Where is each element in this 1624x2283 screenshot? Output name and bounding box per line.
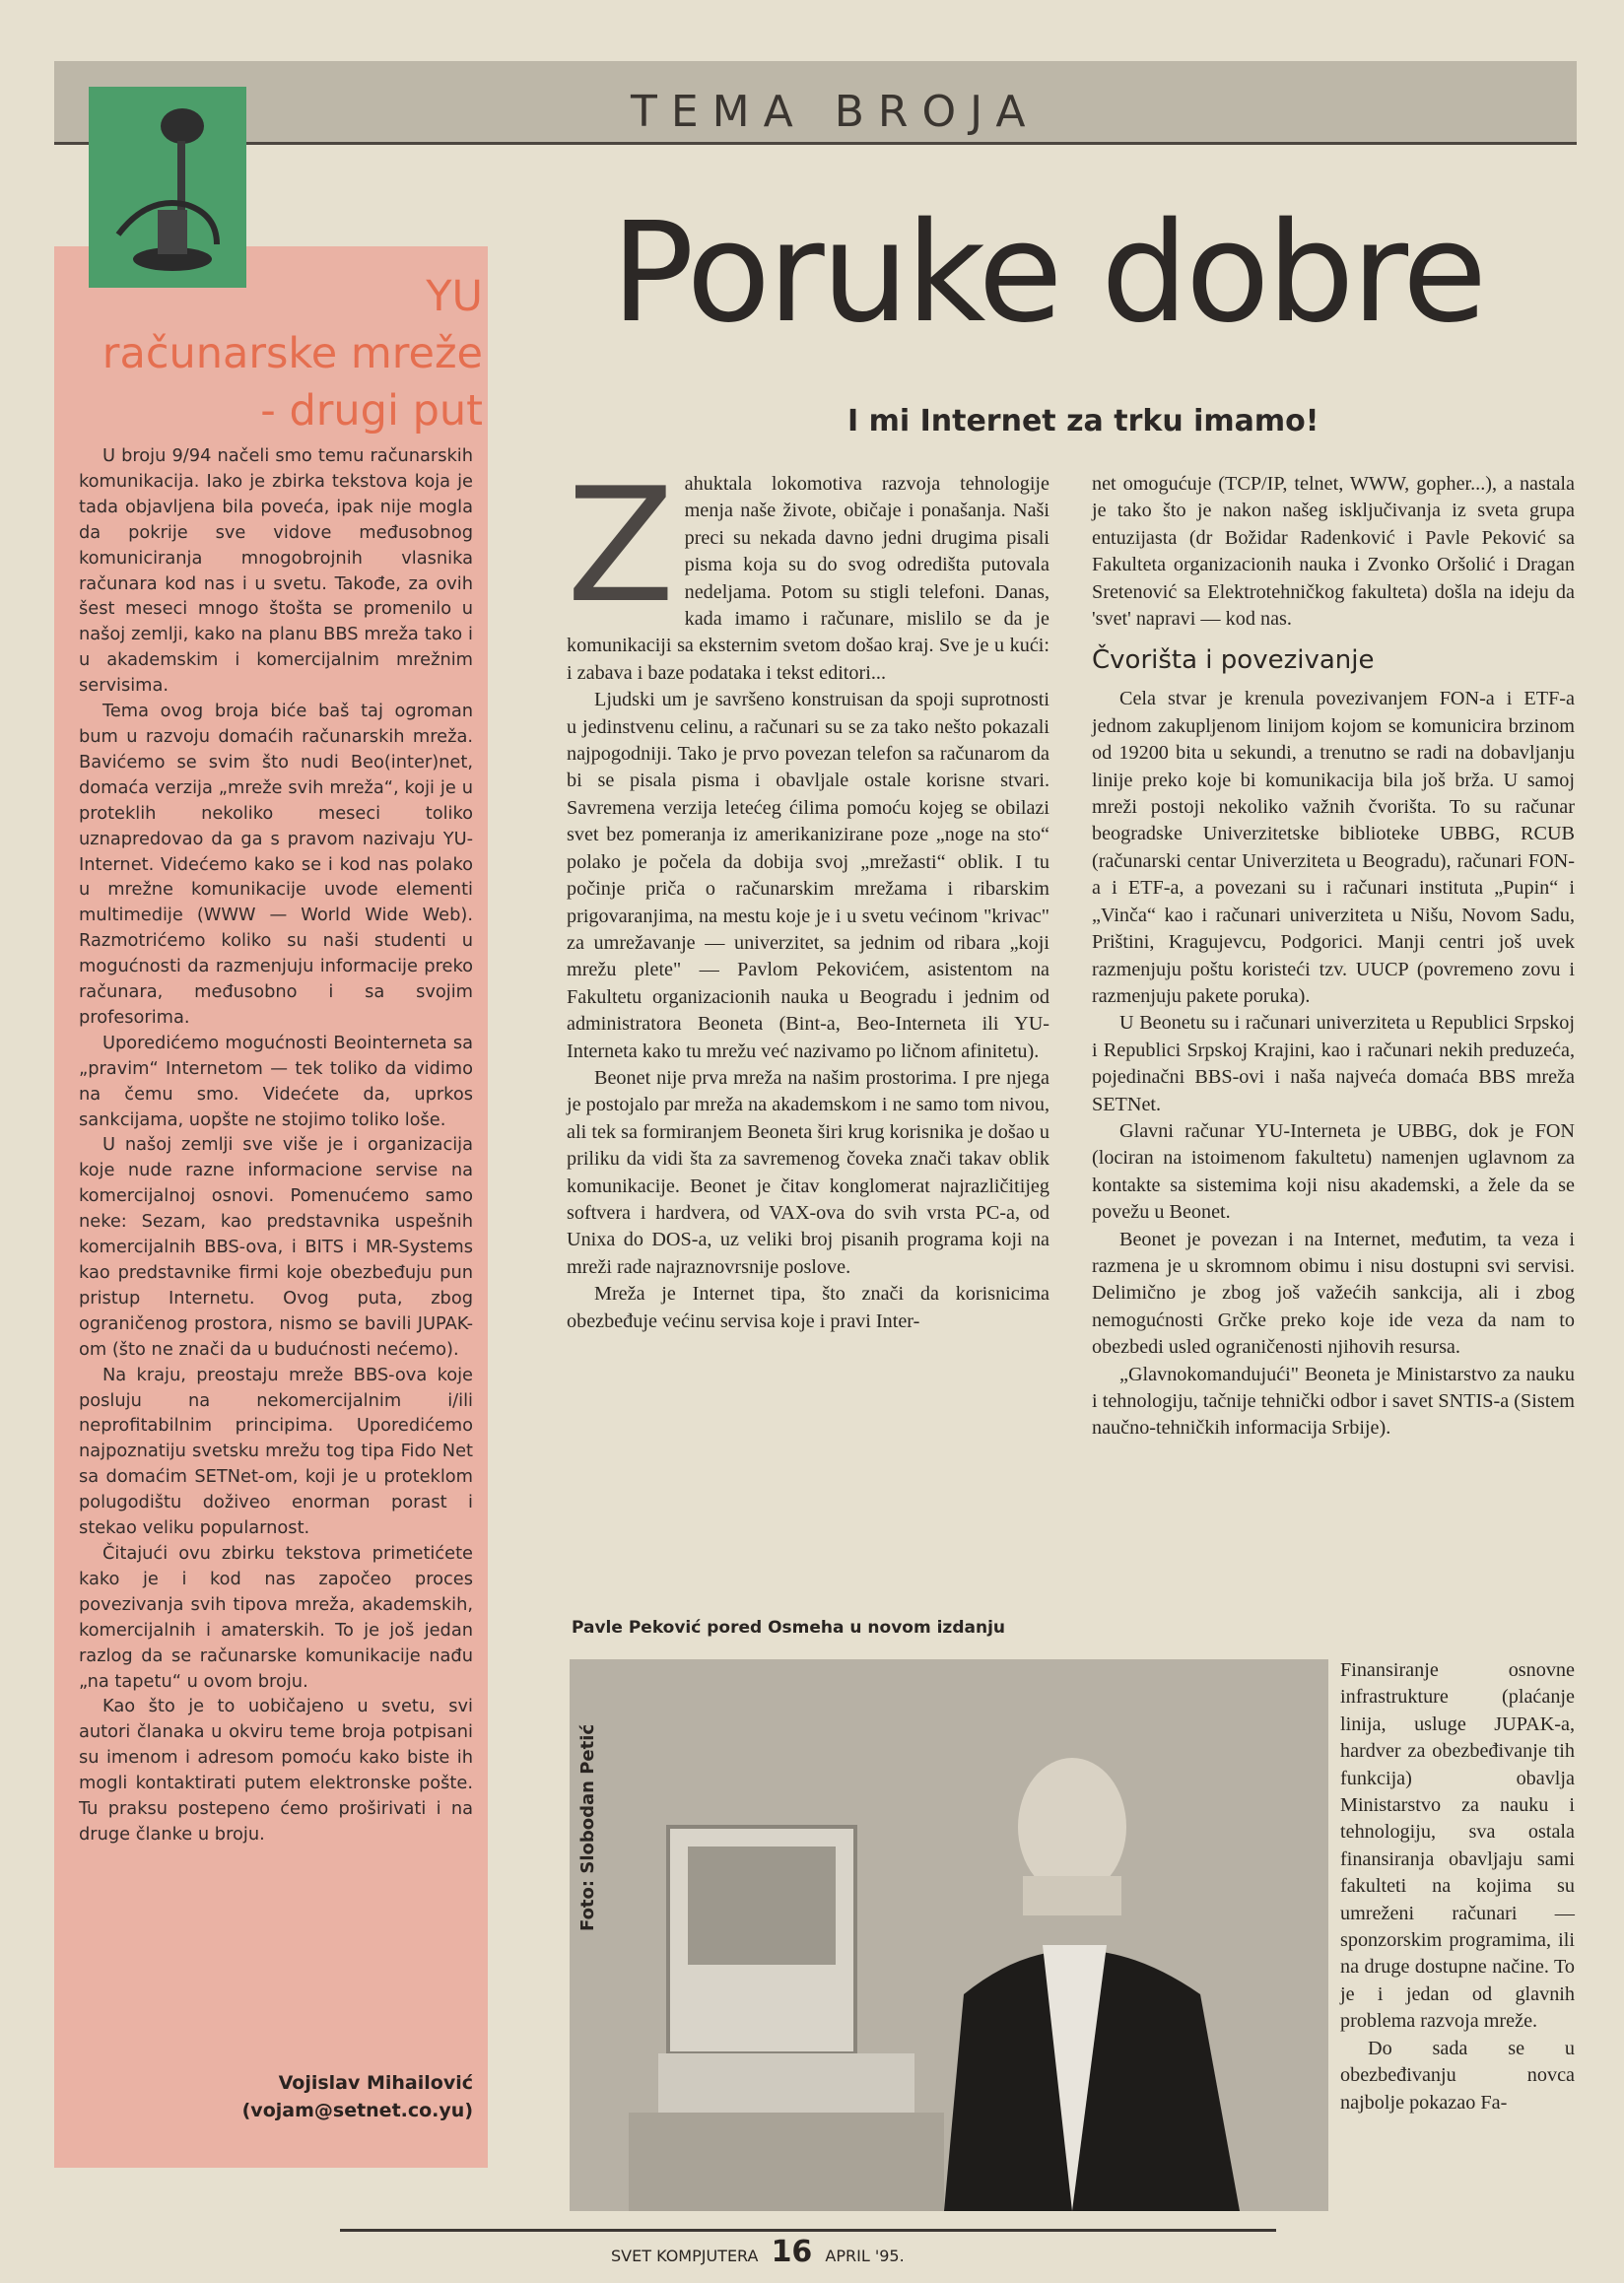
drop-cap: Z bbox=[567, 453, 675, 638]
microphone-icon bbox=[89, 87, 246, 288]
article-paragraph: Ljudski um je savršeno konstruisan da spoji suprotnosti u jedinstvenu celinu, a računari su se za tako nešto pokazali najpogodniji. Tako je prvo povezan telefon sa računarom da bi se pisala pisma i obavljale ostale korisne stvari. Savremena verzija letećeg ćilima pomoću kojeg se obilazi svet bez pomeranja iz amerikanizirane poze „noge na sto“ polako je počela da dobija svoj „mrežasti“ oblik. I tu počinje priča o računarskim mrežama i ribarskim prigovaranjima, na mestu koje je i u svetu većinom "krivac" za umrežavanje — univerzitet, sa jednim od ribara „koji mrežu plete" — Pavlom Pekovićem, asistentom na Fakultetu organizacionih nauka u Beogradu i jednim od administratora Beoneta (Bint-a, Beo-Interneta ili YU-Interneta kako tu mrežu već nazivamo po ličnom afinitetu). bbox=[567, 689, 1049, 1062]
article-column-2 bbox=[1092, 471, 1575, 1443]
article-paragraph bbox=[567, 453, 1049, 687]
sidebar-text bbox=[79, 443, 473, 1847]
portrait-photo bbox=[570, 1659, 1328, 2211]
sidebar-heading-line: YU bbox=[426, 272, 483, 321]
sidebar-heading-line: računarske mreže bbox=[102, 329, 483, 378]
article-paragraph: Cela stvar je krenula povezivanjem FON-a i ETF-a jednom zakupljenom linijom kojom se komunicira brzinom od 19200 bita u sekundi, a trenutno se radi na dobavljanju linije preko koje bi komunikacija bila još brža. U samoj mreži postoji nekoliko važnih čvorišta. To su računar beogradske Univerzitetske biblioteke UBBG, RCUB (računarski centar Univerziteta u Beogradu), računari FON-a i ETF-a, a povezani su i računari instituta „Pupin“ i „Vinča“ kao i računari univerziteta u Nišu, Novom Sadu, Prištini, Kragujevcu, Podgorici. Manji centri još uvek razmenjuju poštu koristeći tzv. UUCP (povremeno zovu i razmenjuju pakete poruka). bbox=[1092, 688, 1575, 1007]
page-number: 16 bbox=[771, 2235, 813, 2269]
sidebar-paragraph: U broju 9/94 načeli smo temu računarskih komunikacija. Iako je zbirka tekstova koja je tada objavljena bila poveća, ipak nije mogla da pokrije sve vidove međusobnog komuniciranja mnogobrojnih vlasnika računara kod nas i u svetu. Takođe, za ovih šest meseci mnogo štošta se promenilo u našoj zemlji, kako na planu BBS mreža tako i u akademskim i komercijalnim mrežnim servisima. bbox=[79, 445, 473, 697]
article-paragraph: net omogućuje (TCP/IP, telnet, WWW, gopher...), a nastala je tako što je nakon našeg isključivanja iz sveta grupa entuzijasta (dr Božidar Radenković i Pavle Peković sa Fakulteta organizacionih nauka i Zvonko Oršolić i Dragan Sretenović sa Elektrotehničkog fakulteta) došla na ideju da 'svet' napravi — kod nas. bbox=[1092, 473, 1575, 631]
article-column-1 bbox=[567, 453, 1049, 1335]
article-paragraph: Glavni računar YU-Interneta je UBBG, dok je FON (lociran na istoimenom fakultetu) namenjen uglavnom za kontakte sa sistemima koji nisu akademski, a žele da se povežu u Beonet. bbox=[1092, 1119, 1575, 1224]
article-paragraph: Finansiranje osnovne infrastrukture (plaćanje linija, usluge JUPAK-a, hardver za obezbeđivanje tih funkcija) obavlja Ministarstvo za nauku i tehnologiju, sva ostala finansiranja obavljaju sami fakulteti na kojima su umreženi računari — sponzorskim programima, ili na druge dostupne načine. To je i jedan od glavnih problema razvoja mreže. bbox=[1340, 1659, 1575, 2033]
sidebar-paragraph: Kao što je to uobičajeno u svetu, svi autori članaka u okviru teme broja potpisani su imenom i adresom pomoću kako biste ih mogli kontaktirati putem elektronske pošte. Tu praksu postepeno ćemo proširivati i na druge članke u broju. bbox=[79, 1696, 473, 1845]
author-name: Vojislav Mihailović bbox=[278, 2072, 473, 2094]
photo-credit: Foto: Slobodan Petić bbox=[577, 1723, 598, 1931]
article-headline: Poruke dobre bbox=[611, 193, 1485, 354]
photo-caption: Pavle Peković pored Osmeha u novom izdanju bbox=[572, 1618, 1005, 1638]
article-paragraph: U Beonetu su i računari univerziteta u Republici Srpskoj i Republici Srpskoj Krajini, kao i računari nekih preduzeća, pojedinačni BBS-ovi i naša najveća domaća BBS mreža SETNet. bbox=[1092, 1012, 1575, 1115]
author-email: (vojam@setnet.co.yu) bbox=[241, 2100, 473, 2121]
article-subhead: I mi Internet za trku imamo! bbox=[847, 404, 1320, 438]
article-column-3 bbox=[1340, 1657, 1575, 2116]
sidebar-paragraph: U našoj zemlji sve više je i organizacija koje nude razne informacione servise na komercijalnoj osnovi. Pomenućemo samo neke: Sezam, kao predstavnika uspešnih komercijalnih BBS-ova, i BITS i MR-Systems kao predstavnike firmi koje obezbeđuju pun pristup Internetu. Ovog puta, zbog ograničenog prostora, nismo se bavili JUPAK-om (što ne znači da u budućnosti nećemo). bbox=[79, 1134, 473, 1360]
article-section-heading: Čvorišta i povezivanje bbox=[1092, 645, 1375, 676]
sidebar-paragraph: Tema ovog broja biće baš taj ogroman bum u razvoju domaćih računarskih mreža. Bavićemo se svim što nudi Beo(inter)net, domaća verzija „mreže svih mreža“, koji je u proteklih nekoliko meseci toliko uznapredovao da ga s pravom nazivaju YU-Internet. Videćemo kako se i kod nas polako u mrežne komunikacije uvode elementi multimedije (WWW — World Wide Web). Razmotrićemo koliko su naši studenti u mogućnosti da razmenjuju informacije preko računara, međusobno i sa svojim profesorima. bbox=[79, 701, 473, 1028]
sidebar-heading bbox=[59, 268, 483, 439]
microphone-image bbox=[89, 87, 246, 288]
sidebar-heading-line: - drugi put bbox=[260, 386, 483, 436]
sidebar-signature bbox=[79, 2069, 473, 2124]
article-paragraph: Beonet nije prva mreža na našim prostorima. I pre njega je postojalo par mreža na akademskom i ne samo tom nivou, ali tek sa formiranjem Beoneta širi krug korisnika je došao u priliku da vidi šta za savremenog čoveka znači takav oblik komunikacije. Beonet je čitav konglomerat najrazličitijeg softvera i hardvera, od VAX-ova do svih vrsta PC-a, od Unixa do DOS-a, uz veliki broj pisanih programa koji na mreži rade najraznovrsnije poslove. bbox=[567, 1066, 1049, 1278]
article-paragraph: „Glavnokomandujući" Beoneta je Ministarstvo za nauku i tehnologiju, tačnije tehnički odbor i savet SNTIS-a (Sistem naučno-tehničkih informacija Srbije). bbox=[1092, 1363, 1575, 1440]
article-paragraph: Do sada se u obezbeđivanju novca najbolje pokazao Fa- bbox=[1340, 2037, 1575, 2114]
section-title: TEMA BROJA bbox=[631, 87, 1040, 137]
footer-rule bbox=[340, 2229, 1276, 2232]
article-paragraph-text: ahuktala lokomotiva razvoja tehnologije menja naše živote, običaje i ponašanja. Naši preci su nekada davno jedni drugima pisali pisma koja su do svog odredišta putovala nedeljama. Potom su stigli telefoni. Danas, kada imamo i računare, mislilo se da je komunikaciji sa eksternim svetom došao kraj. Sve je u kući: i zabava i baze podataka i tekst editori... bbox=[567, 473, 1049, 684]
page-footer bbox=[611, 2235, 905, 2269]
issue-date: APRIL '95. bbox=[825, 2247, 905, 2265]
photo-illustration bbox=[570, 1659, 1328, 2211]
article-paragraph: Beonet je povezan i na Internet, međutim, ta veza i razmena je u skromnom obimu i nisu dostupni svi servisi. Delimično je zbog još važećih sankcija, ali i zbog nemogućnosti Grčke preko koje ide veza da nam to obezbedi usled ograničenosti njihovih resursa. bbox=[1092, 1228, 1575, 1359]
article-paragraph: Mreža je Internet tipa, što znači da korisnicima obezbeđuje većinu servisa koje i pravi Inter- bbox=[567, 1283, 1049, 1332]
sidebar-paragraph: Na kraju, preostaju mreže BBS-ova koje posluju na nekomercijalnim i/ili neprofitabilnim principima. Uporedićemo najpoznatiju svetsku mrežu tog tipa Fido Net sa domaćim SETNet-om, koji je u proteklom polugodištu doživeo enorman porast i stekao veliku popularnost. bbox=[79, 1364, 473, 1539]
sidebar-paragraph: Čitajući ovu zbirku tekstova primetićete kako je i kod nas započeo proces povezivanja svih tipova mreža, akademskih, komercijalnih i amaterskih. To je još jedan razlog da se računarske komunikacije nađu „na tapetu“ u ovom broju. bbox=[79, 1542, 473, 1692]
sidebar-paragraph: Uporedićemo mogućnosti Beointerneta sa „pravim“ Internetom — tek toliko da vidimo na čemu smo. Videćete da, uprkos sankcijama, uopšte ne stojimo toliko loše. bbox=[79, 1032, 473, 1130]
magazine-name: SVET KOMPJUTERA bbox=[611, 2247, 759, 2265]
